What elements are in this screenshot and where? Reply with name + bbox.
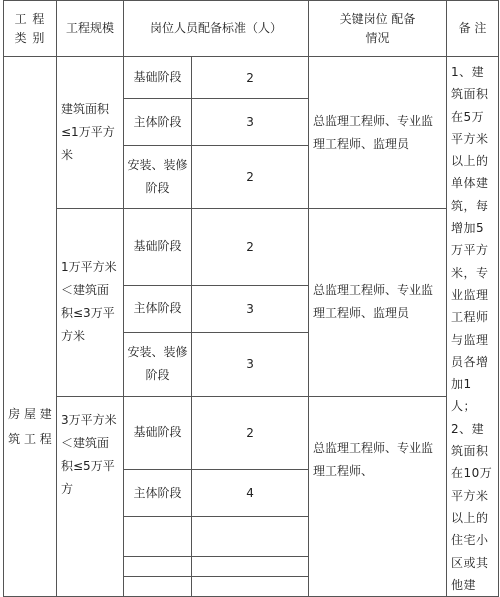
count-cell: 3 (192, 285, 309, 332)
scale-cell: 1万平方米＜建筑面积≤3万平方米 (57, 209, 124, 397)
key-positions-cell: 总监理工程师、专业监理工程师、监理员 (309, 57, 447, 209)
stage-cell (124, 577, 192, 597)
header-standard: 岗位人员配备标准（人） (124, 1, 309, 57)
count-cell: 2 (192, 209, 309, 286)
count-cell (192, 577, 309, 597)
table-row (4, 209, 499, 286)
stage-cell: 基础阶段 (124, 209, 192, 286)
header-category: 工 程 类 别 (4, 1, 57, 57)
count-cell: 3 (192, 332, 309, 396)
scale-cell: 3万平方米＜建筑面积≤5万平方 (57, 396, 124, 597)
stage-cell: 安装、装修阶段 (124, 146, 192, 209)
count-cell: 4 (192, 470, 309, 517)
stage-cell: 主体阶段 (124, 99, 192, 146)
count-cell (192, 517, 309, 557)
stage-cell: 基础阶段 (124, 396, 192, 470)
stage-cell (124, 557, 192, 577)
table-row (4, 57, 499, 99)
count-cell (192, 557, 309, 577)
header-key-positions: 关键岗位 配备情况 (309, 1, 447, 57)
count-cell: 2 (192, 146, 309, 209)
stage-cell: 主体阶段 (124, 470, 192, 517)
count-cell: 3 (192, 99, 309, 146)
stage-cell (124, 517, 192, 557)
key-positions-cell: 总监理工程师、专业监理工程师、监理员 (309, 209, 447, 397)
stage-cell: 基础阶段 (124, 57, 192, 99)
scale-cell: 建筑面积≤1万平方米 (57, 57, 124, 209)
header-remarks: 备 注 (447, 1, 499, 57)
staffing-table (3, 0, 499, 597)
stage-cell: 主体阶段 (124, 285, 192, 332)
remarks-cell: 1、建筑面积在5万平方米以上的单体建筑，每增加5万平方米，专业监理工程师与监理员各增加1人；2、建筑面积在10万平方米以上的住宅小区或其他建 (447, 57, 499, 597)
category-cell: 房 屋 建 筑 工 程 (4, 57, 57, 597)
header-scale: 工程规模 (57, 1, 124, 57)
table-row (4, 396, 499, 470)
stage-cell: 安装、装修阶段 (124, 332, 192, 396)
header-row (4, 1, 499, 57)
count-cell: 2 (192, 57, 309, 99)
key-positions-cell: 总监理工程师、专业监理工程师、 (309, 396, 447, 597)
document-page (3, 0, 498, 592)
count-cell: 2 (192, 396, 309, 470)
